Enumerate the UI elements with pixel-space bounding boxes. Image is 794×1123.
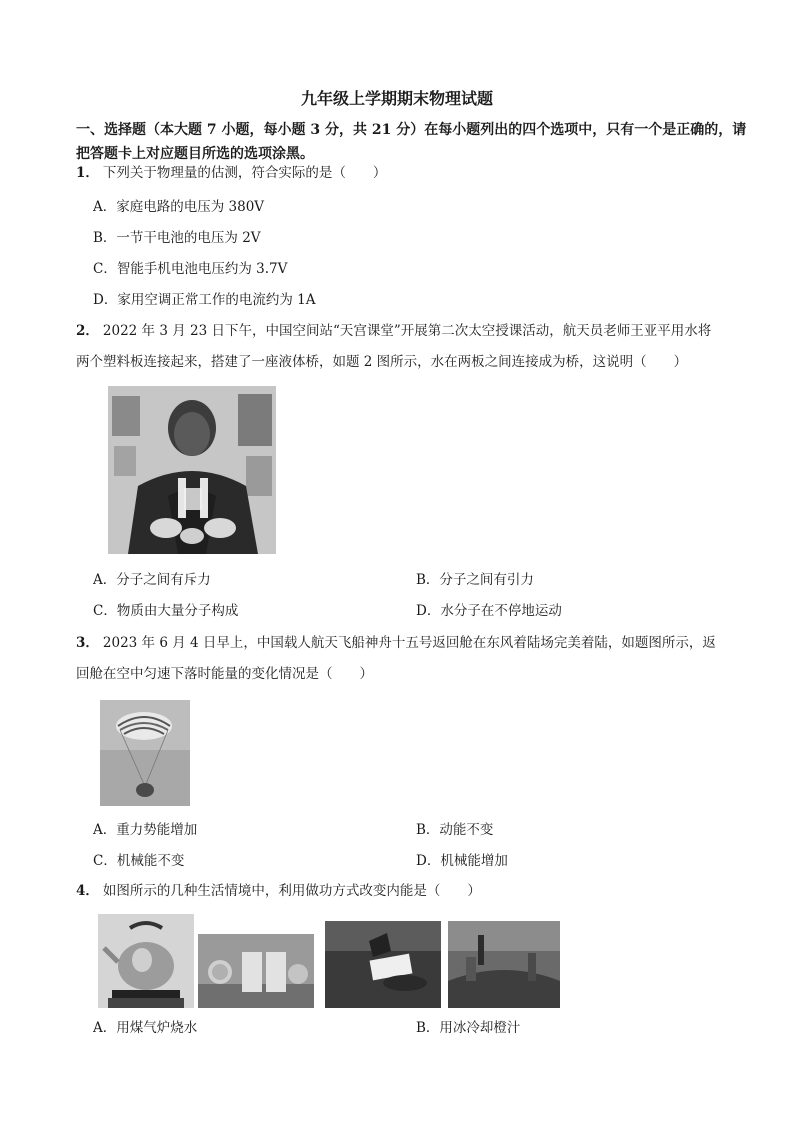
q2-option-b: B．分子之间有引力 xyxy=(416,572,534,588)
question-3-stem-line-1 xyxy=(76,628,756,659)
question-text: 如图所示的几种生活情境中，利用做功方式改变内能是（ ） xyxy=(102,883,481,899)
question-number: 4． xyxy=(76,883,99,899)
outdoor-scene-photo xyxy=(448,921,560,1008)
q1-option-a: A．家庭电路的电压为 380V xyxy=(93,199,265,215)
q1-option-c: C．智能手机电池电压约为 3.7V xyxy=(93,261,288,277)
question-number: 3． xyxy=(76,635,99,651)
page-title: 九年级上学期期末物理试题 xyxy=(300,89,493,108)
q1-option-b: B．一节干电池的电压为 2V xyxy=(93,230,261,246)
kettle-stove-photo xyxy=(98,914,194,1008)
hand-rubbing-photo xyxy=(325,921,441,1008)
q3-option-a: A．重力势能增加 xyxy=(93,822,198,838)
q3-option-c: C．机械能不变 xyxy=(93,853,185,869)
question-text: 2023 年 6 月 4 日早上，中国载人航天飞船神舟十五号返回舱在东风着陆场完美着陆，如题图所示，返 xyxy=(102,635,716,651)
q2-option-d: D．水分子在不停地运动 xyxy=(416,603,562,619)
q2-option-a: A．分子之间有斥力 xyxy=(93,572,211,588)
q2-option-c: C．物质由大量分子构成 xyxy=(93,603,239,619)
q1-option-d: D．家用空调正常工作的电流约为 1A xyxy=(93,292,316,308)
question-4-stem xyxy=(76,876,756,907)
question-text: 2022 年 3 月 23 日下午，中国空间站“天宫课堂”开展第二次太空授课活动，航天员老师王亚平用水将 xyxy=(102,323,712,339)
q3-option-d: D．机械能增加 xyxy=(416,853,508,869)
question-number: 1． xyxy=(76,165,99,181)
iced-juice-photo xyxy=(198,934,314,1008)
q4-option-a: A．用煤气炉烧水 xyxy=(93,1020,198,1036)
question-2-stem-line-2: 两个塑料板连接起来，搭建了一座液体桥，如题 2 图所示，水在两板之间连接成为桥，这说明（ ） xyxy=(76,354,688,370)
question-2-stem-line-1 xyxy=(76,316,756,347)
capsule-parachute-photo xyxy=(100,700,190,806)
space-lesson-photo xyxy=(108,386,276,554)
q4-option-b: B．用冰冷却橙汁 xyxy=(416,1020,521,1036)
question-1-stem xyxy=(76,158,756,189)
q3-option-b: B．动能不变 xyxy=(416,822,494,838)
question-number: 2． xyxy=(76,323,99,339)
section-heading: 一、选择题（本大题 7 小题，每小题 3 分，共 21 分）在每小题列出的四个选项中，只有一个是正确的，请把答题卡上对应题目所选的选项涂黑。 xyxy=(76,122,747,162)
question-text: 下列关于物理量的估测，符合实际的是（ ） xyxy=(102,165,387,181)
question-3-stem-line-2: 回舱在空中匀速下落时能量的变化情况是（ ） xyxy=(76,666,373,682)
